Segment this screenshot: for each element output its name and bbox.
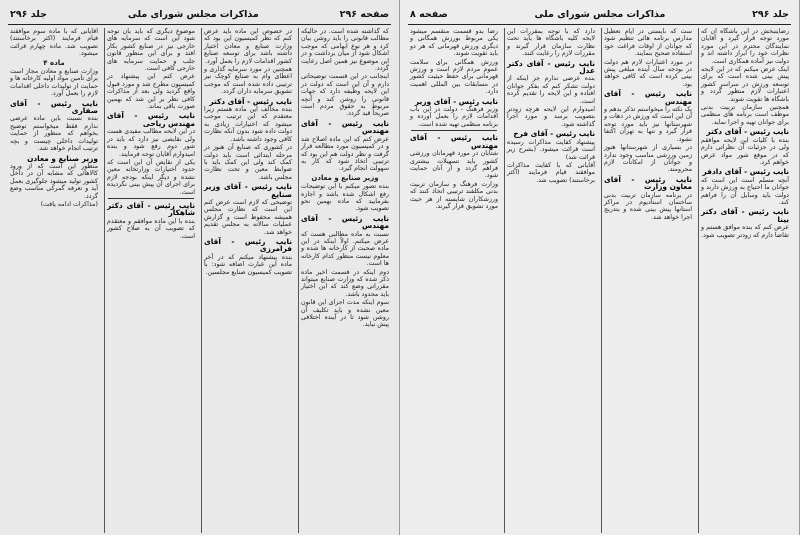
text-column	[201, 28, 294, 533]
text-column	[298, 28, 391, 533]
paragraph: (مذاکرات ادامه یافت)	[40, 200, 98, 208]
speaker-heading: نایب رئیس - آقای صفاری	[10, 98, 98, 116]
paragraph: همچنین سازمان تربیت بدنی موظف است برنامه های منظمی برای جوانان تهیه و اجرا نماید.	[701, 104, 789, 126]
paragraph: بنده تصور میکنم با این توضیحات رفع اشکال شده باشد و اجازه بفرمایید که ماده بهمین نحو تصویب شود.	[301, 183, 389, 213]
speaker-heading: نایب رئیس - آقای فرخ	[513, 129, 595, 139]
speaker-heading: نایب رئیس - آقای وزیر صنایع	[204, 182, 292, 199]
text-columns	[408, 28, 791, 533]
paragraph: آقایانی که با کفایت مذاکرات موافقند قیام فرمایند (اکثر برخاستند) تصویب شد.	[507, 161, 595, 184]
speaker-heading: نایب رئیس - آقای دکتر	[706, 127, 789, 137]
paragraph: توضیحی که لازم است عرض کنم این است که نظارت مجلس همیشه محفوظ است و گزارش عملیات سالانه به مجلس تقدیم خواهد شد.	[204, 198, 292, 236]
speaker-heading: نایب رئیس - آقای مهندس ریاحی	[107, 111, 195, 128]
paragraph: بنده پیشنهاد میکنم که در آخر ماده این عبارت اضافه شود: با تصویب کمیسیون صنایع مجلسین.	[204, 253, 292, 276]
paragraph: اینجانب در این قسمت توضیحاتی دارم و آن این است که دولت در این لایحه وظیفه دارد که جهات قانونی را روشن کند و آنچه مربوط به حقوق مردم است صریحاً قید گردد.	[301, 73, 389, 118]
paragraph: یکی از نقایص آن این است که حدود اختیارات وزارتخانه معین نشده و دیگر اینکه بودجه لازم برای اجرای آن پیش بینی نگردیده است.	[107, 158, 195, 196]
section-divider	[108, 198, 194, 199]
paragraph: در خصوص این ماده باید عرض کنم که نظر کمیسیون این بود که وزارت صنایع و معادن اختیار داشته باشد برای توسعه صنایع کشور اقدامات لازم را بعمل آورد.	[204, 28, 292, 65]
paragraph: بنده عرضی ندارم جز اینکه از دولت تشکر کنم که بفکر جوانان افتاده و این لایحه را تقدیم کرده است.	[507, 75, 595, 105]
paragraph: در مورد اعتبارات لازم هم دولت در بودجه سال آینده مبلغی پیش بینی کرده است که کافی خواهد بود.	[604, 58, 692, 88]
page-header	[8, 6, 391, 25]
paragraph: نسبت به ماده مطالبی هست که عرض میکنم. اولاً اینکه در این ماده صحبت از کارخانه ها شده و معلوم نیست منظور کدام کارخانه ها است.	[301, 230, 389, 268]
page-number-label: صفحه ۲۹۶	[339, 8, 389, 20]
header-title: مذاکرات مجلس شورای ملی	[127, 8, 259, 20]
header-title: مذاکرات مجلس شورای ملی	[534, 8, 666, 20]
paragraph: منظور این است که از ورود کالاهائی که مشابه آن در داخل کشور تولید میشود جلوگیری بعمل آید و تعرفه گمرکی مناسب وضع گردد.	[10, 162, 98, 200]
speaker-heading: نایب رئیس - آقای دادفر	[702, 167, 789, 177]
paragraph: آقایانی که با ماده سوم موافقند قیام فرمایند (اکثر برخاستند) تصویب شد. ماده چهارم قرائت میشود.	[10, 28, 98, 58]
paragraph: در این لایحه مطالب مفیدی هست ولی نقایصی نیز دارد که باید در شور دوم رفع شود و بنده امیدوارم آقایان توجه فرمایند.	[107, 128, 195, 158]
paragraph: بنده نسبت باین ماده عرضی ندارم فقط میخواستم توضیح بخواهم که منظور از حمایت تولیدات داخلی چیست و بچه ترتیب انجام خواهد شد.	[10, 115, 98, 153]
paragraph: رضا بدو قسمت منقسم میشود یکی مربوط بورزش همگانی و دیگری ورزش قهرمانی که هر دو باید تقویت شوند.	[410, 28, 498, 58]
subheading: ماده ۴	[43, 58, 65, 67]
paragraph: رضایتبخش در این باشگاه آن که مورد توجه قرار گیرد و آقایان نمایندگان محترم در این مورد نظرات خود را ابراز داشته اند و دولت نیز آماده همکاری است.	[701, 28, 789, 65]
speaker-heading: نایب رئیس - آقای فرامرزی	[204, 236, 292, 254]
text-column	[504, 28, 597, 533]
text-column	[104, 28, 197, 533]
text-column	[601, 28, 694, 533]
right-page	[400, 0, 800, 535]
paragraph: وزارت صنایع و معادن مجاز است برای تأمین مواد اولیه کارخانه ها و حمایت از تولیدات داخلی اقدامات لازم را بعمل آورد.	[10, 68, 98, 98]
paragraph: اینک عرض میکنم که در این لایحه پیش بینی شده است که برای توسعه ورزش در سراسر کشور اعتبارات لازم منظور گردد و باشگاه ها تقویت شوند.	[701, 66, 789, 103]
speaker-heading: نایب رئیس - آقای دکتر بینا	[701, 207, 789, 224]
paragraph: ست که بایستی در ایام تعطیل مدارس برنامه هائی تنظیم شود که جوانان از اوقات فراغت خود استفاده صحیح بنمایند.	[604, 28, 692, 58]
speaker-heading: نایب رئیس - آقای مهندس	[410, 133, 498, 150]
paragraph: آنچه مسلم است این است که جوانان ما احتیاج به ورزش دارند و دولت باید وسایل آن را فراهم کند.	[701, 176, 789, 206]
speaker-heading: نایب رئیس - آقای معاون وزارت	[604, 174, 692, 192]
paragraph: عرض کنم که این ماده اصلاح شد و در کمیسیون مورد مطالعه قرار گرفت و نظر دولت هم این بود که ترتیبی اتخاذ شود که کار به سهولت انجام گیرد.	[301, 135, 389, 173]
speaker-heading: نایب رئیس - آقای دکتر عدل	[507, 58, 595, 76]
paragraph: که گذاشته شده است. در حالیکه مطالب قانونی را باید روشن بیان کرد و هر نوع ابهامی که موجب اشکال شود از میان برداشت و در این موضوع نیز همین اصل رعایت گردد.	[301, 28, 389, 73]
paragraph: وزیر فرهنگ - دولت در این باب اقدامات لازم را بعمل آورده و برنامه منظمی تهیه شده است.	[410, 106, 498, 128]
paragraph: شتابان در مورد قهرمانان ورزشی کشور باید تسهیلات بیشتری فراهم گردد و از آنان حمایت شود.	[410, 150, 498, 180]
volume-label: جلد ۲۹۶	[10, 8, 47, 20]
paragraph: ورزش همگانی برای سلامت عموم مردم لازم است و ورزش قهرمانی برای حفظ حیثیت کشور در مسابقات بین المللی اهمیت دارد.	[410, 58, 498, 96]
speaker-heading: نایب رئیس - آقای وزیر	[414, 96, 498, 106]
paragraph: در کشوری که صنایع آن هنوز در مرحله ابتدائی است باید دولت کمک کند ولی این کمک باید با ضوابط معین و تحت نظارت مجلس باشد.	[204, 144, 292, 181]
speaker-heading: وزیر صنایع و معادن	[27, 153, 98, 163]
paragraph: دوم اینکه در قسمت اخیر ماده ذکر شده که وزارت صنایع میتواند مقرراتی وضع کند که این اختیار باید محدود باشد.	[301, 268, 389, 298]
paragraph: سوم اینکه مدت اجرای این قانون معین نشده و باید تکلیف آن روشن شود تا در آینده اختلافی پیش نیاید.	[301, 299, 389, 329]
speaker-heading: نایب رئیس - آقای دکتر	[209, 96, 292, 106]
text-column	[408, 28, 500, 533]
paragraph: همچنین در مورد سرمایه گذاری و اعطای وام به صنایع کوچک نیز ترتیبی داده شده است که موجب تشویق سرمایه داران گردد.	[204, 66, 292, 96]
paragraph: عرض کنم این پیشنهاد در کمیسیون مطرح شد و مورد قبول واقع گردید ولی بعد از مذاکرات کافی نظر بر این شد که بهمین صورت باقی بماند.	[107, 73, 195, 111]
volume-label: جلد ۲۹۶	[752, 8, 789, 20]
paragraph: موضوع دیگری که باید بآن توجه شود این است که سرمایه های خارجی نیز در صنایع کشور بکار افتد و برای این منظور قانون جلب و حمایت سرمایه های خارجی کافی است.	[107, 28, 195, 73]
paragraph: بنده مخالف این ماده هستم زیرا معتقدم که این ترتیب موجب میشود که اختیارات زیادی به دولت داده شود بدون آنکه نظارت کافی وجود داشته باشد.	[204, 106, 292, 143]
text-column	[698, 28, 791, 533]
paragraph: وزارت فرهنگ و سازمان تربیت بدنی مکلفند ترتیبی اتخاذ کنند که ورزشکاران شایسته از هر حیث مورد تشویق قرار گیرند.	[410, 180, 498, 210]
speaker-heading: نایب رئیس - آقای دکتر شاهکار	[107, 200, 195, 218]
paragraph: بنده با این ماده موافقم و معتقدم که تصویب آن به صلاح کشور است.	[107, 217, 195, 240]
paragraph: عرض کنم که بنده موافق هستم و تقاضا دارم که زودتر تصویب شود.	[701, 224, 789, 239]
subheading: وزیر صنایع و معادن	[311, 173, 379, 182]
speaker-heading: نایب رئیس - آقای مهندس	[301, 213, 389, 231]
speaker-heading: نایب رئیس - آقای مهندس	[604, 89, 692, 106]
page-number-label: صفحه ۸	[410, 8, 448, 20]
text-columns	[8, 28, 391, 533]
section-divider	[411, 130, 497, 131]
page-header	[408, 6, 791, 25]
text-column	[8, 28, 100, 533]
paragraph: بنده با کلیات این لایحه موافقم ولی در جزئیات آن نظراتی دارم که در موقع شور مواد عرض خواهم کرد.	[701, 136, 789, 166]
speaker-heading: نایب رئیس - آقای مهندس	[301, 118, 389, 136]
paragraph: در برنامه سازمان تربیت بدنی ساختمان استادیوم در مراکز استانها پیش بینی شده و بتدریج اجرا خواهد شد.	[604, 191, 692, 221]
paragraph: در بسیاری از شهرستانها هنوز زمین ورزشی مناسب وجود ندارد و جوانان از امکانات لازم محرومند.	[604, 144, 692, 174]
paragraph: یک نکته را میخواستم تذکر بدهم و آن این است که ورزش در دهات و شهرستانها نیز باید مورد توجه قرار گیرد و تنها به تهران اکتفا نشود.	[604, 106, 692, 143]
paragraph: دارد که با توجه بمقررات این لایحه کلیه باشگاه ها باید تحت نظارت سازمان قرار گیرند و مقررات لازم را رعایت کنند.	[507, 28, 595, 58]
paragraph: امیدوارم این لایحه هرچه زودتر بتصویب برسد و مورد اجرا گذاشته شود.	[507, 106, 595, 128]
paragraph: پیشنهاد کفایت مذاکرات رسیده است قرائت میشود. (بشرح زیر قرائت شد)	[507, 138, 595, 161]
